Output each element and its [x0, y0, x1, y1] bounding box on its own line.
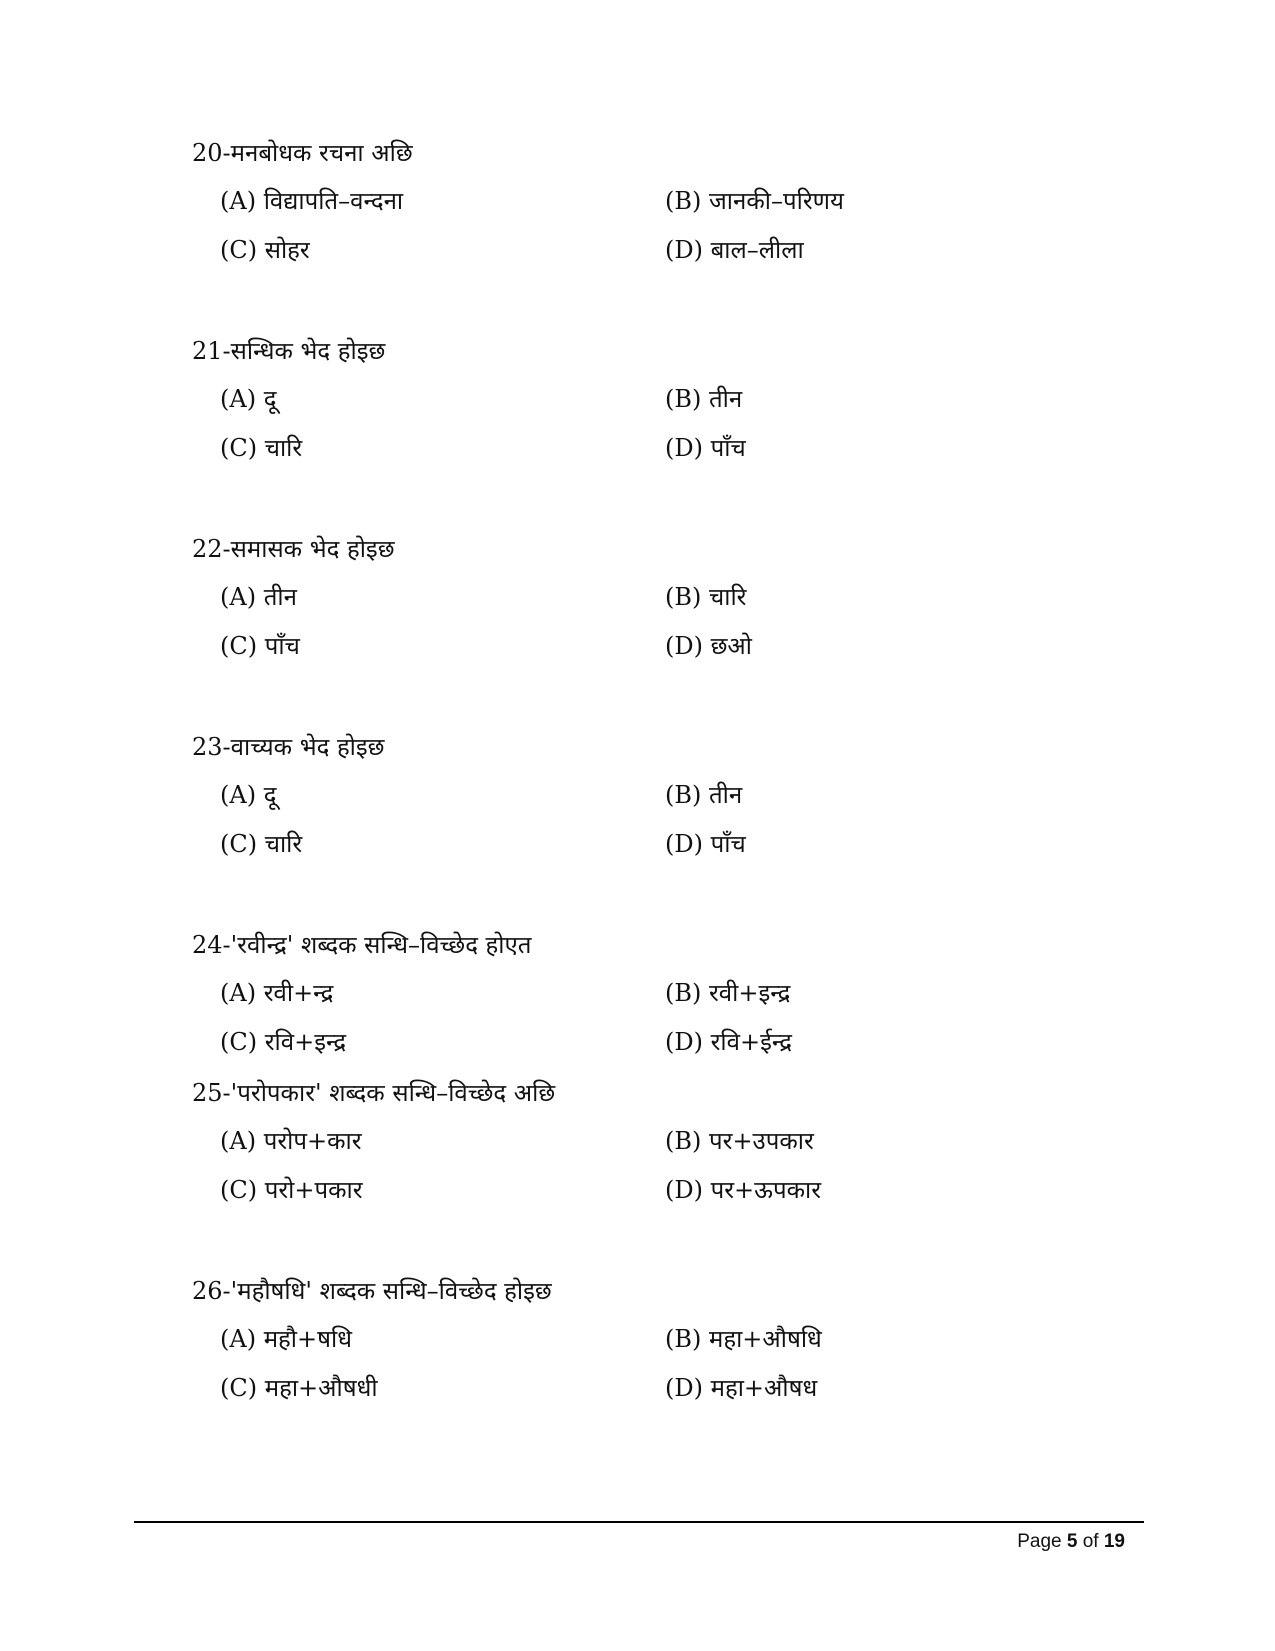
question-text: 26-'महौषधि' शब्दक सन्धि–विच्छेद होइछ: [192, 1277, 552, 1305]
option-c: (C) परो+पकार: [220, 1176, 363, 1204]
of-word: of: [1082, 1531, 1099, 1552]
option-b: (B) तीन: [665, 385, 743, 413]
option-a: (A) परोप+कार: [220, 1127, 362, 1155]
footer-divider: [134, 1521, 1144, 1523]
option-c: (C) सोहर: [220, 236, 310, 264]
option-a: (A) रवी+न्द्र: [220, 979, 334, 1007]
option-d: (D) महा+औषध: [665, 1374, 818, 1402]
option-b: (B) तीन: [665, 781, 743, 809]
option-a: (A) महौ+षधि: [220, 1325, 352, 1353]
question-text: 24-'रवीन्द्र' शब्दक सन्धि–विच्छेद होएत: [192, 931, 532, 959]
option-d: (D) पाँच: [665, 830, 746, 858]
option-c: (C) चारि: [220, 830, 303, 858]
option-b: (B) पर+उपकार: [665, 1127, 814, 1155]
option-b: (B) रवी+इन्द्र: [665, 979, 791, 1007]
option-b: (B) चारि: [665, 583, 747, 611]
total-pages: 19: [1103, 1531, 1125, 1552]
current-page: 5: [1066, 1531, 1078, 1552]
option-c: (C) रवि+इन्द्र: [220, 1028, 347, 1056]
question-text: 22-समासक भेद होइछ: [192, 535, 395, 563]
question-text: 20-मनबोधक रचना अछि: [192, 139, 413, 167]
option-b: (B) जानकी–परिणय: [665, 187, 844, 215]
option-c: (C) महा+औषधी: [220, 1374, 378, 1402]
page-number: [1017, 1528, 1125, 1556]
page-word: Page: [1017, 1531, 1062, 1552]
option-c: (C) पाँच: [220, 632, 300, 660]
option-d: (D) छओ: [665, 632, 752, 660]
option-b: (B) महा+औषधि: [665, 1325, 822, 1353]
question-text: 25-'परोपकार' शब्दक सन्धि–विच्छेद अछि: [192, 1079, 556, 1107]
option-d: (D) रवि+ईन्द्र: [665, 1028, 793, 1056]
question-text: 23-वाच्यक भेद होइछ: [192, 733, 385, 761]
option-c: (C) चारि: [220, 434, 303, 462]
option-a: (A) विद्यापति–वन्दना: [220, 187, 404, 215]
option-d: (D) पर+ऊपकार: [665, 1176, 822, 1204]
option-d: (D) पाँच: [665, 434, 746, 462]
option-a: (A) दू: [220, 385, 277, 413]
option-a: (A) तीन: [220, 583, 297, 611]
option-d: (D) बाल–लीला: [665, 236, 804, 264]
question-text: 21-सन्धिक भेद होइछ: [192, 337, 386, 365]
option-a: (A) दू: [220, 781, 277, 809]
